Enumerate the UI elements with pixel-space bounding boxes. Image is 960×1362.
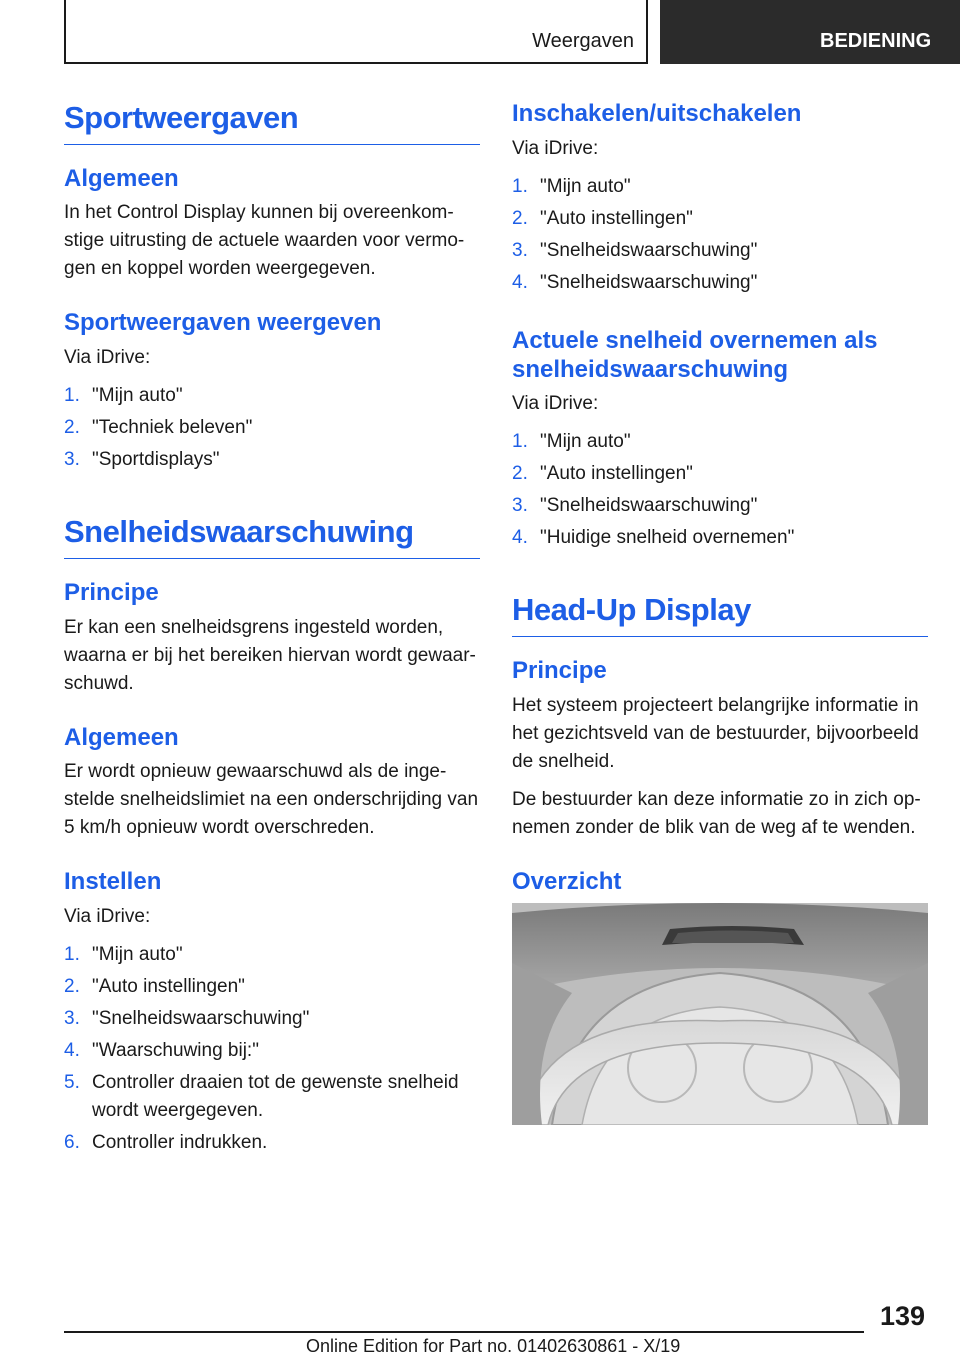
list-item: 3. "Snelheidswaarschuwing" bbox=[64, 1008, 310, 1030]
footer-divider bbox=[64, 1331, 864, 1333]
list-item: 2. "Auto instellingen" bbox=[64, 976, 245, 998]
left-column bbox=[64, 100, 480, 1171]
heading-head-up-display: Head-Up Display bbox=[512, 592, 928, 637]
heading-algemeen-2: Algemeen bbox=[64, 723, 179, 751]
heading-snelheidswaarschuwing: Snelheidswaarschuwing bbox=[64, 514, 480, 559]
text-algemeen-1: In het Control Display kunnen bij overeenkom-stige uitrusting de actuele waarden voor vermo-gen en koppel worden weergegeven. bbox=[64, 202, 465, 280]
list-sport-steps bbox=[64, 382, 480, 474]
list-item: 4. "Snelheidswaarschuwing" bbox=[512, 271, 758, 293]
heading-inschakelen: Inschakelen/uitschakelen bbox=[512, 100, 802, 127]
list-item: 2. "Techniek beleven" bbox=[64, 417, 253, 439]
heading-sportweergaven: Sportweergaven bbox=[64, 100, 480, 145]
list-item: 2. "Auto instellingen" bbox=[512, 207, 693, 229]
right-column bbox=[512, 100, 928, 1125]
list-item: 4. "Huidige snelheid overnemen" bbox=[512, 527, 795, 549]
list-item: 3. "Snelheidswaarschuwing" bbox=[512, 239, 758, 261]
list-item: 5. Controller draaien tot de gewenste snelheid wordt weergegeven. bbox=[64, 1072, 459, 1122]
header-chapter-label: BEDIENING bbox=[820, 30, 932, 52]
heading-actuele-snelheid: Actuele snelheid overnemen als snelheidswaarschuwing bbox=[512, 326, 878, 383]
list-item: 1. "Mijn auto" bbox=[64, 385, 183, 407]
list-item: 6. Controller indrukken. bbox=[64, 1132, 268, 1154]
heading-principe-1: Principe bbox=[64, 578, 159, 606]
header-section-label: Weergaven bbox=[532, 30, 634, 52]
list-item: 1. "Mijn auto" bbox=[512, 431, 631, 453]
list-actuele-steps bbox=[512, 428, 928, 552]
list-inschakelen-steps bbox=[512, 173, 928, 297]
page-number: 139 bbox=[880, 1301, 926, 1331]
list-item: 3. "Snelheidswaarschuwing" bbox=[512, 495, 758, 517]
list-item: 3. "Sportdisplays" bbox=[64, 449, 220, 471]
list-item: 4. "Waarschuwing bij:" bbox=[64, 1040, 259, 1062]
list-item: 1. "Mijn auto" bbox=[64, 944, 183, 966]
text-algemeen-2: Er wordt opnieuw gewaarschuwd als de inge-stelde snelheidslimiet na een onderschrijding van 5 km/h opnieuw wordt overschreden. bbox=[64, 761, 479, 839]
text-via-idrive-1: Via iDrive: bbox=[64, 347, 151, 369]
text-principe-1: Er kan een snelheidsgrens ingesteld worden, waarna er bij het bereiken hiervan wordt gewaar-schuwd. bbox=[64, 616, 476, 694]
text-principe-2a: Het systeem projecteert belangrijke informatie in het gezichtsveld van de bestuurder, bijvoorbeeld de snelheid. bbox=[512, 694, 919, 772]
text-via-idrive-2: Via iDrive: bbox=[64, 906, 151, 928]
text-principe-2b: De bestuurder kan deze informatie zo in zich op-nemen zonder de blik van de weg af te wenden. bbox=[512, 788, 921, 838]
text-via-idrive-3: Via iDrive: bbox=[512, 137, 599, 159]
heading-instellen: Instellen bbox=[64, 868, 162, 896]
list-item: 1. "Mijn auto" bbox=[512, 175, 631, 197]
heading-algemeen-1: Algemeen bbox=[64, 164, 179, 192]
heading-sportweergaven-weergeven: Sportweergaven weergeven bbox=[64, 309, 382, 337]
hud-dashboard-image bbox=[512, 903, 928, 1125]
header-section-tab bbox=[64, 0, 648, 64]
text-via-idrive-4: Via iDrive: bbox=[512, 393, 599, 415]
heading-principe-2: Principe bbox=[512, 657, 607, 685]
list-item: 2. "Auto instellingen" bbox=[512, 463, 693, 485]
heading-overzicht: Overzicht bbox=[512, 867, 622, 895]
dashboard-illustration bbox=[512, 903, 928, 1125]
header-chapter-tab bbox=[660, 0, 960, 64]
list-instellen-steps bbox=[64, 941, 480, 1157]
footer-edition: Online Edition for Part no. 01402630861 - X/19 bbox=[306, 1336, 681, 1356]
